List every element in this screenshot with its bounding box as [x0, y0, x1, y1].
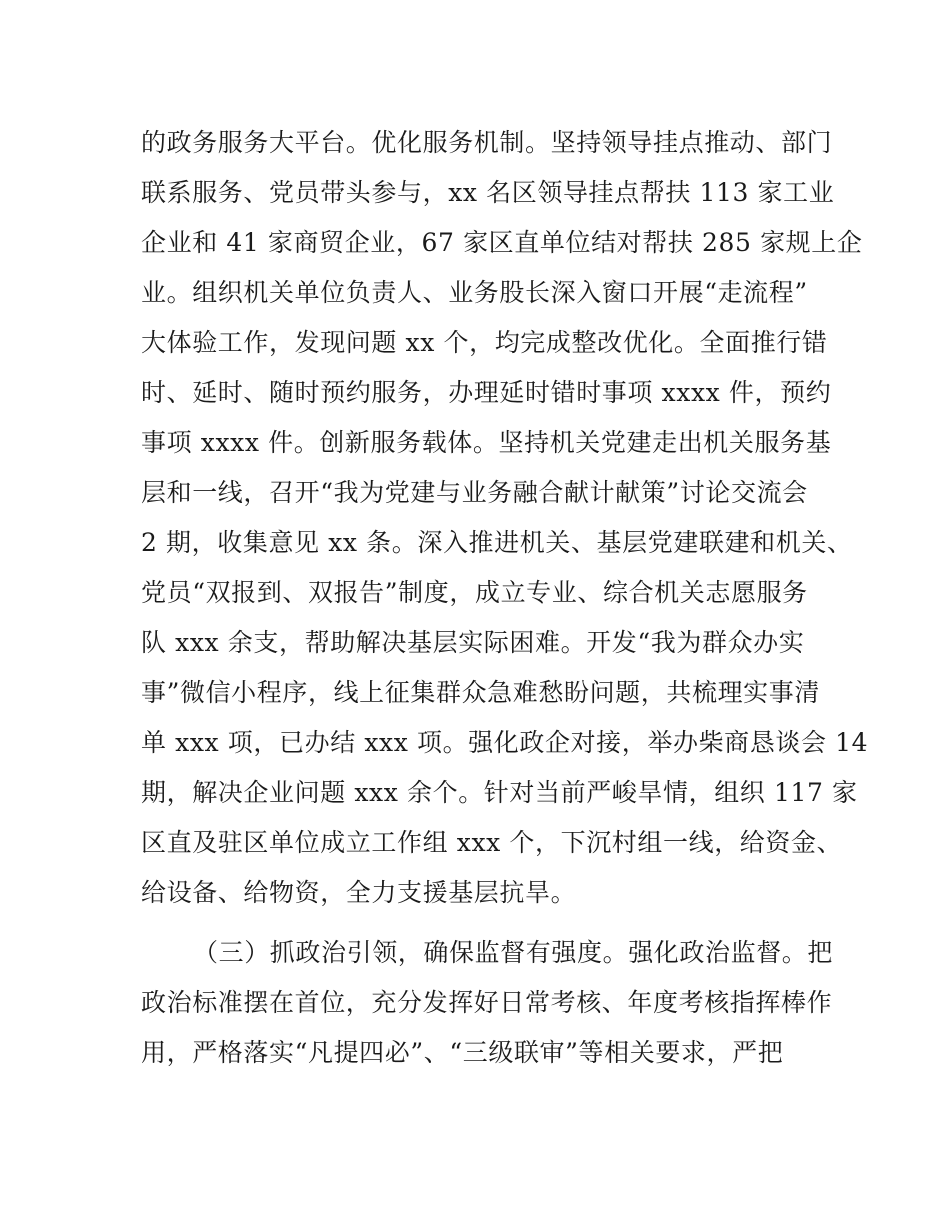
text-line: 事项 xxxx 件。创新服务载体。坚持机关党建走出机关服务基 — [141, 428, 832, 457]
text-line: 大体验工作，发现问题 xx 个，均完成整改优化。全面推行错 — [141, 328, 828, 357]
text-line: 党员“双报到、双报告”制度，成立专业、综合机关志愿服务 — [141, 578, 808, 607]
text-line: 时、延时、随时预约服务，办理延时错时事项 xxxx 件，预约 — [141, 378, 832, 407]
text-line: 给设备、给物资，全力支援基层抗旱。 — [141, 878, 577, 907]
text-line: 政治标准摆在首位，充分发挥好日常考核、年度考核指挥棒作 — [141, 988, 833, 1017]
text-line: 队 xxx 余支，帮助解决基层实际困难。开发“我为群众办实 — [141, 628, 805, 657]
text-line: 用，严格落实“凡提四必”、“三级联审”等相关要求，严把 — [141, 1038, 784, 1067]
text-line: （三）抓政治引领，确保监督有强度。强化政治监督。把 — [193, 938, 834, 967]
text-line: 期，解决企业问题 xxx 余个。针对当前严峻旱情，组织 117 家 — [141, 778, 858, 807]
text-line: 区直及驻区单位成立工作组 xxx 个，下沉村组一线，给资金、 — [141, 828, 843, 857]
text-line: 业。组织机关单位负责人、业务股长深入窗口开展“走流程” — [141, 278, 808, 307]
text-line: 的政务服务大平台。优化服务机制。坚持领导挂点推动、部门 — [141, 128, 833, 157]
text-line: 事”微信小程序，线上征集群众急难愁盼问题，共梳理实事清 — [141, 678, 820, 707]
text-line: 层和一线，召开“我为党建与业务融合献计献策”讨论交流会 — [141, 478, 808, 507]
text-line: 单 xxx 项，已办结 xxx 项。强化政企对接，举办柴商恳谈会 14 — [141, 728, 869, 757]
text-line: 联系服务、党员带头参与，xx 名区领导挂点帮扶 113 家工业 — [141, 178, 835, 207]
text-line: 企业和 41 家商贸企业，67 家区直单位结对帮扶 285 家规上企 — [141, 228, 863, 257]
text-line: 2 期，收集意见 xx 条。深入推进机关、基层党建联建和机关、 — [141, 528, 853, 557]
